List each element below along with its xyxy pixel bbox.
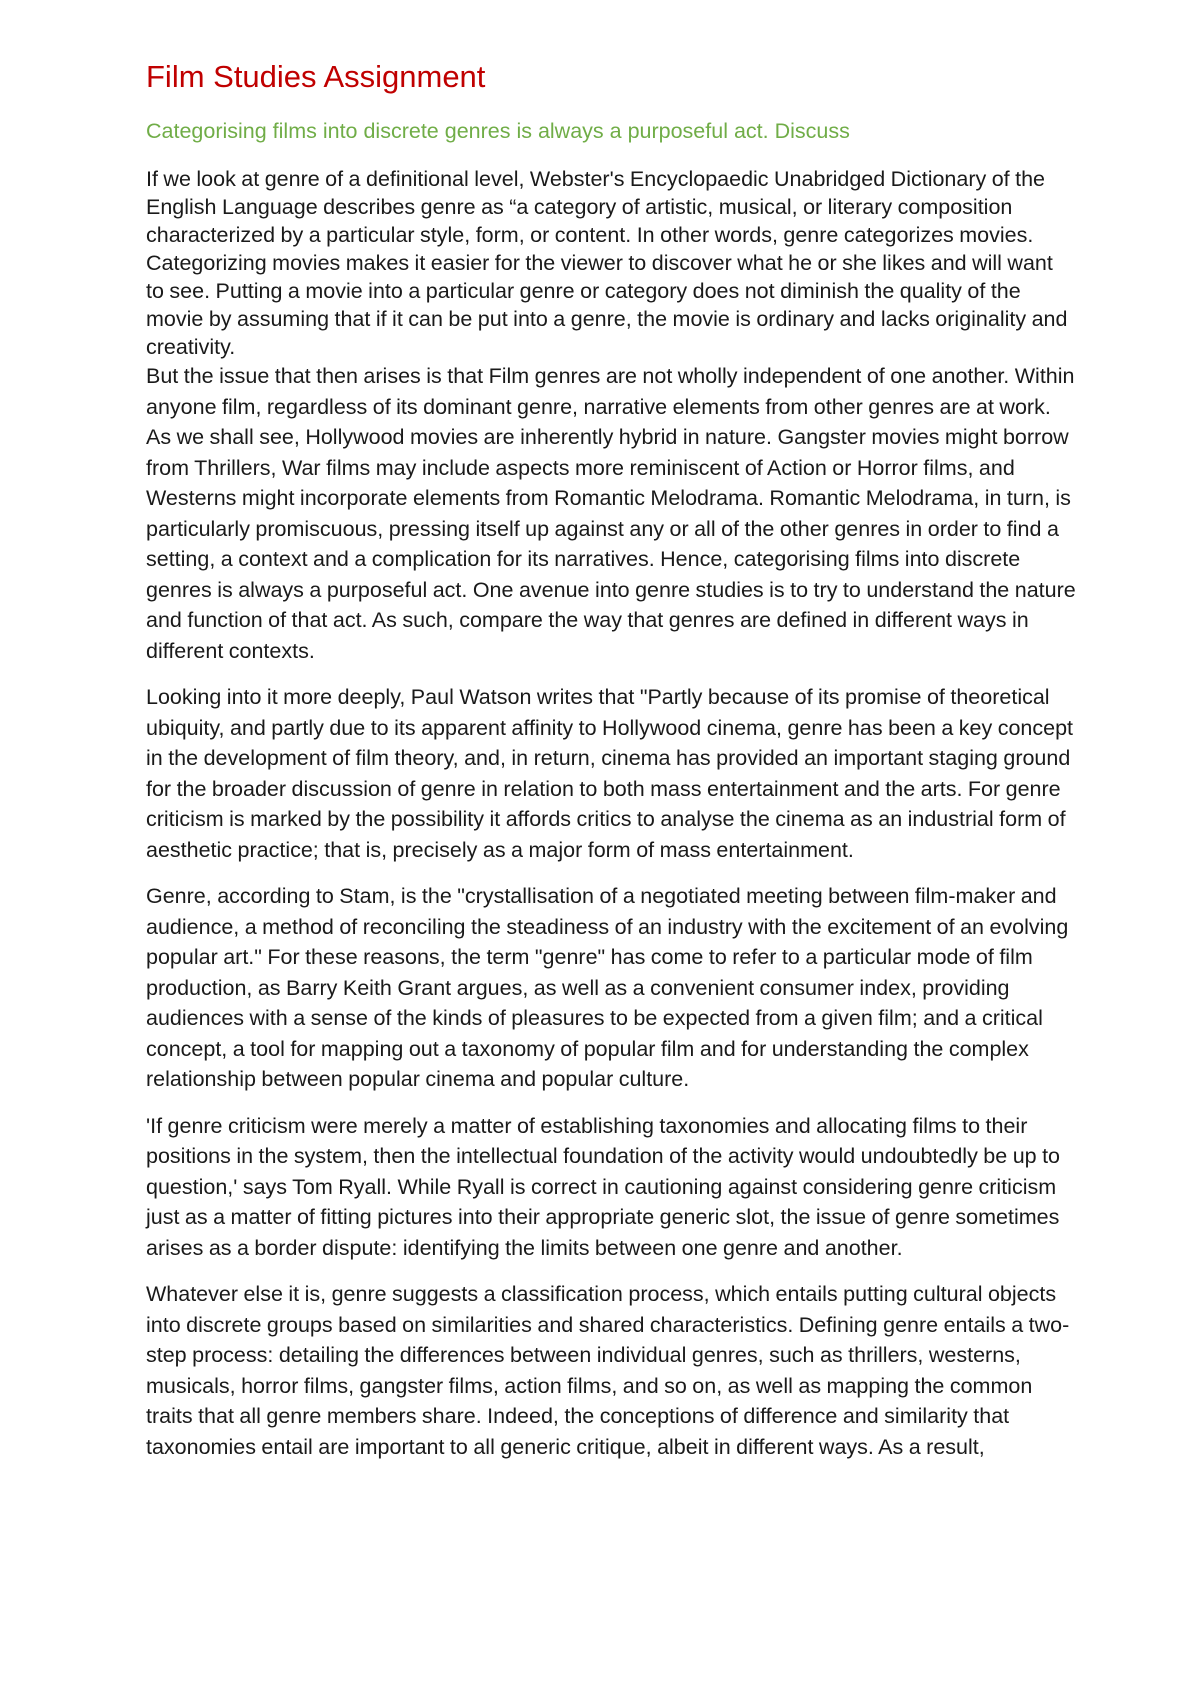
paragraph-definition: If we look at genre of a definitional level, Webster's Encyclopaedic Unabridged Dictionary of the English Language describes genre as “a category of artistic, musical, or literary composition characterized by a particular style, form, or content. In other words, genre categorizes movies. Categorizing movies makes it easier for the viewer to discover what he or she likes and will want to see. Putting a movie into a particular genre or category does not diminish the quality of the movie by assuming that if it can be put into a genre, the movie is ordinary and lacks originality and creativity. <box>146 167 1068 359</box>
paragraph-classification: Whatever else it is, genre suggests a classification process, which entails putting cultural objects into discrete groups based on similarities and shared characteristics. Defining genre entails a two-step process: detailing the differences between individual genres, such as thrillers, westerns, musicals, horror films, gangster films, action films, and so on, as well as mapping the common traits that all genre members share. Indeed, the conceptions of difference and similarity that taxonomies entail are important to all generic critique, albeit in different ways. As a result, <box>146 1282 1070 1459</box>
document-title: Film Studies Assignment <box>146 59 486 94</box>
paragraph-paul-watson: Looking into it more deeply, Paul Watson writes that "Partly because of its promise of theoretical ubiquity, and partly due to its apparent affinity to Hollywood cinema, genre has been a key concept in the development of film theory, and, in return, cinema has provided an important staging ground for the broader discussion of genre in relation to both mass entertainment and the arts. For genre criticism is marked by the possibility it affords critics to analyse the cinema as an industrial form of aesthetic practice; that is, precisely as a major form of mass entertainment. <box>146 685 1074 862</box>
paragraph-tom-ryall: 'If genre criticism were merely a matter of establishing taxonomies and allocating films to their positions in the system, then the intellectual foundation of the activity would undoubtedly be up to question,' says Tom Ryall. While Ryall is correct in cautioning against considering genre criticism just as a matter of fitting pictures into their appropriate generic slot, the issue of genre sometimes arises as a border dispute: identifying the limits between one genre and another. <box>146 1113 1061 1260</box>
document-page <box>146 58 1076 1478</box>
document-subtitle: Categorising films into discrete genres is always a purposeful act. Discuss <box>146 119 850 143</box>
paragraph-hybrid-genres: But the issue that then arises is that Film genres are not wholly independent of one another. Within anyone film, regardless of its dominant genre, narrative elements from other genres are at work. As we shall see, Hollywood movies are inherently hybrid in nature. Gangster movies might borrow from Thrillers, War films may include aspects more reminiscent of Action or Horror films, and Westerns might incorporate elements from Romantic Melodrama. Romantic Melodrama, in turn, is particularly promiscuous, pressing itself up against any or all of the other genres in order to find a setting, a context and a complication for its narratives. Hence, categorising films into discrete genres is always a purposeful act. One avenue into genre studies is to try to understand the nature and function of that act. As such, compare the way that genres are defined in different ways in different contexts. <box>146 364 1076 663</box>
paragraph-stam: Genre, according to Stam, is the "crystallisation of a negotiated meeting between film-maker and audience, a method of reconciling the steadiness of an industry with the excitement of an evolving popular art." For these reasons, the term "genre" has come to refer to a particular mode of film production, as Barry Keith Grant argues, as well as a convenient consumer index, providing audiences with a sense of the kinds of pleasures to be expected from a given film; and a critical concept, a tool for mapping out a taxonomy of popular film and for understanding the complex relationship between popular cinema and popular culture. <box>146 884 1069 1091</box>
